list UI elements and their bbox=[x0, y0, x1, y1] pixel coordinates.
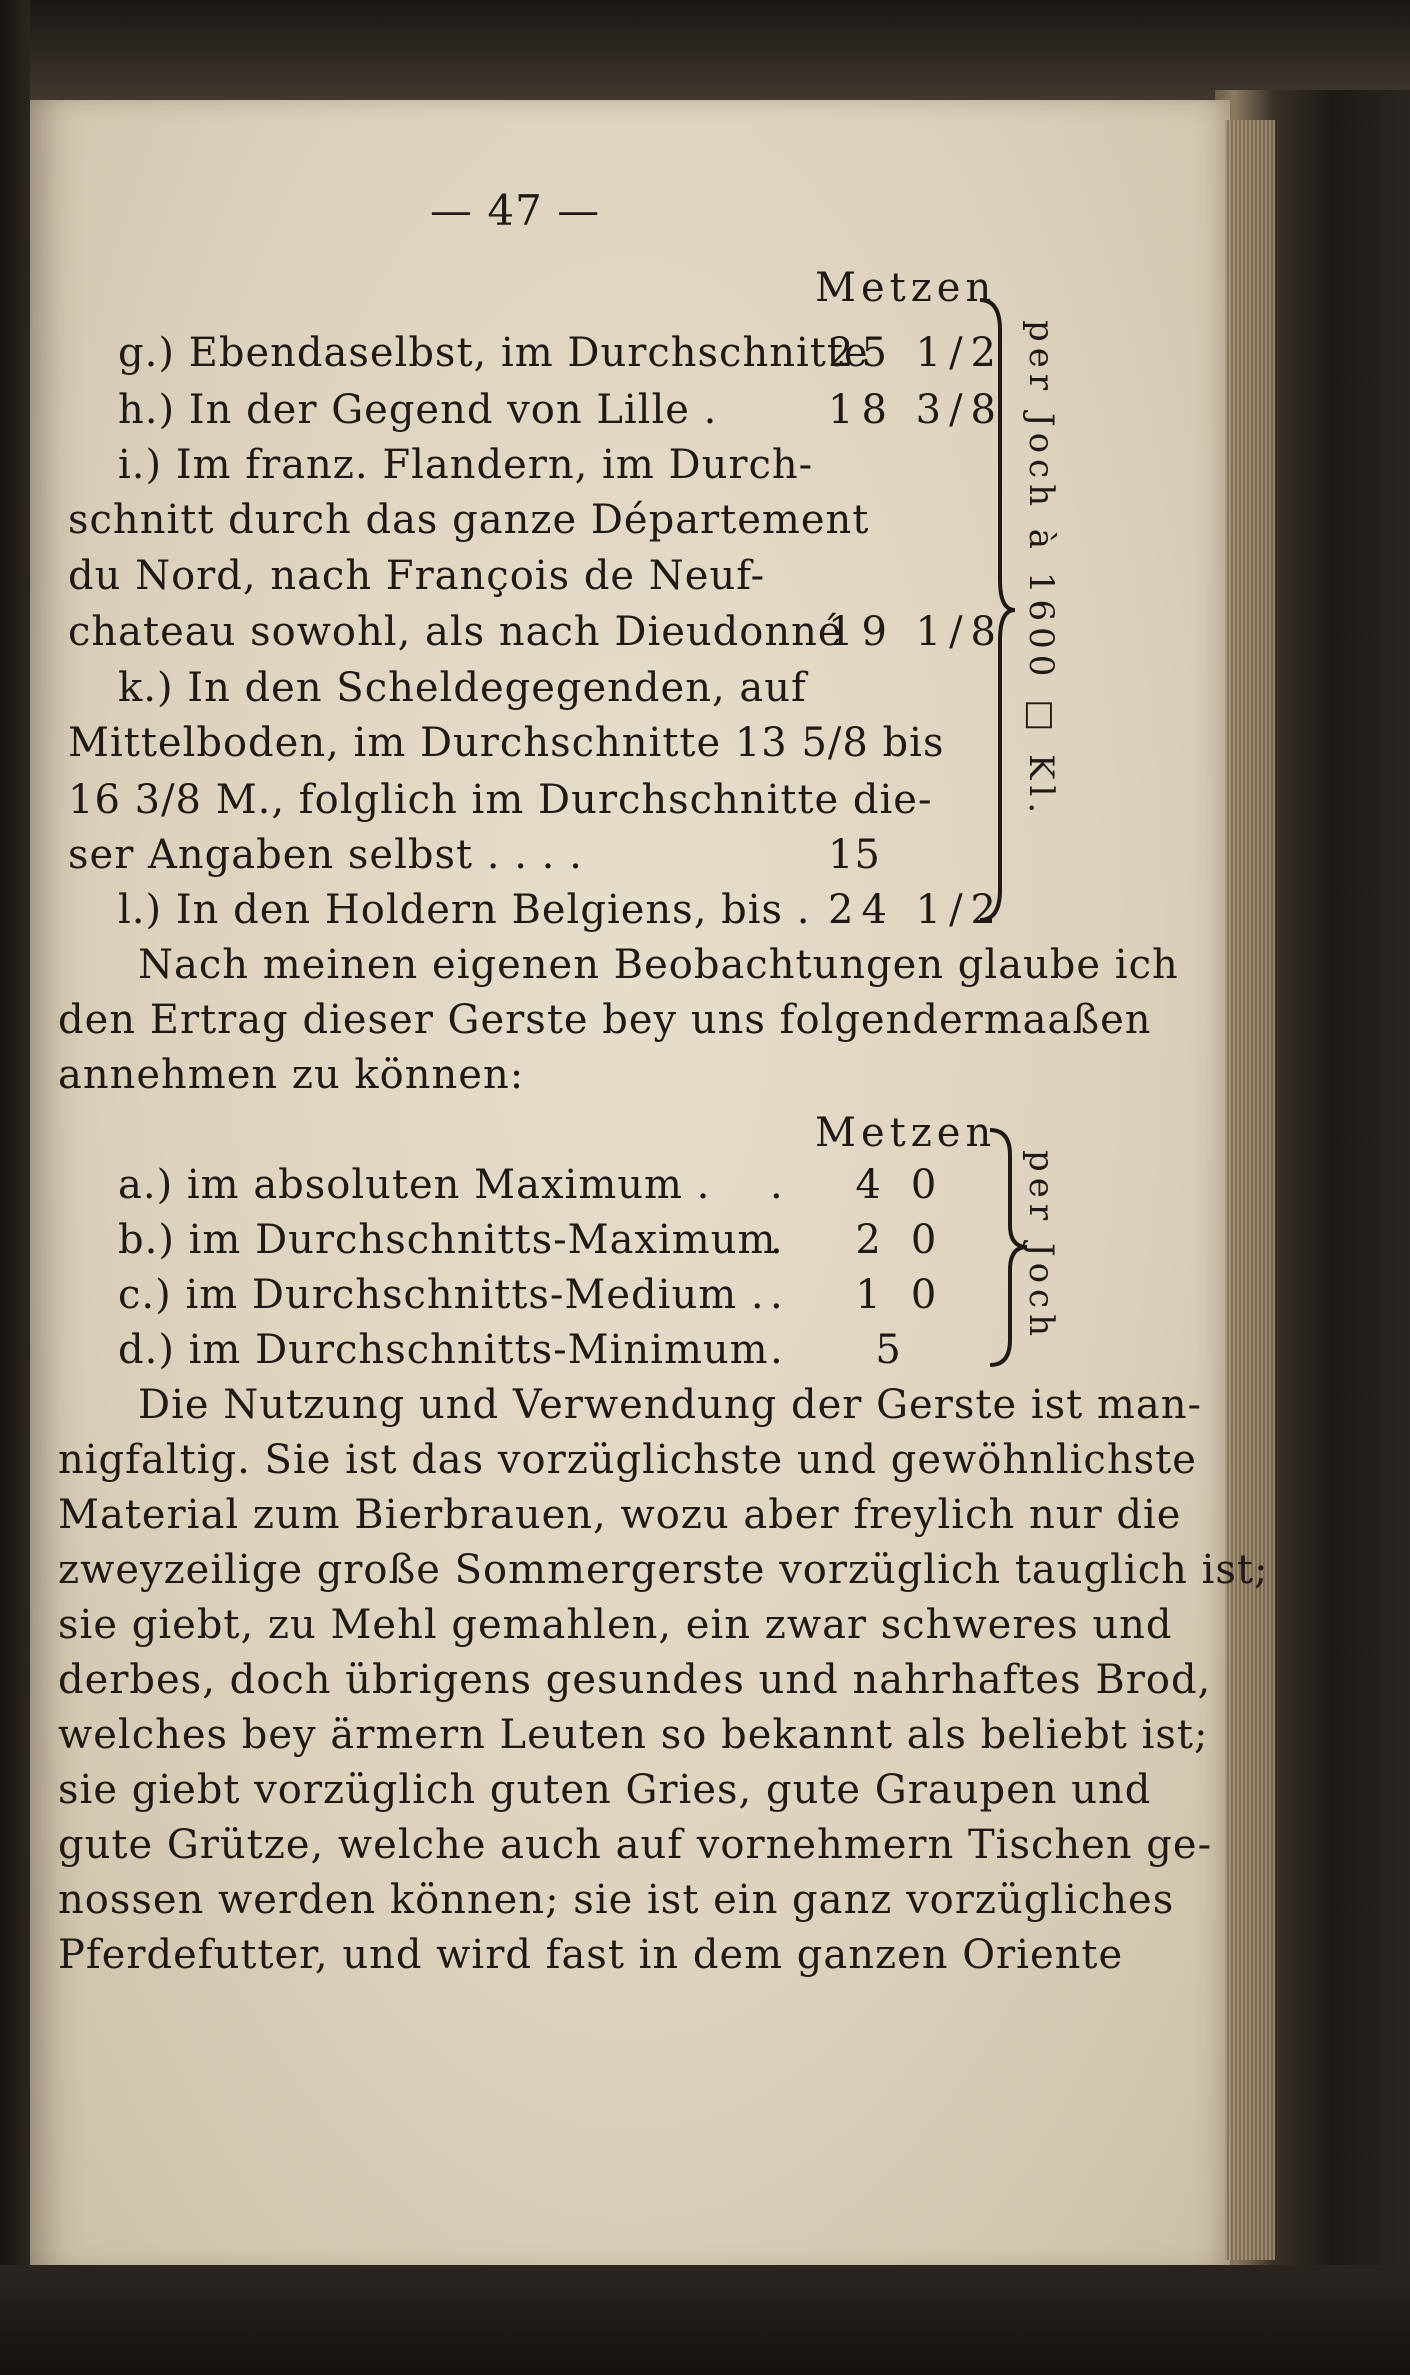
table1-row-label: chateau sowohl, als nach Dieudonné bbox=[68, 609, 843, 655]
table2-row-label: c.) im Durchschnitts-Medium . bbox=[118, 1272, 765, 1318]
paragraph-line: nossen werden können; sie ist ein ganz vorzügliches bbox=[58, 1877, 1175, 1923]
paragraph-line: sie giebt, zu Mehl gemahlen, ein zwar schweres und bbox=[58, 1602, 1173, 1648]
page-stack-edge bbox=[1225, 120, 1275, 2260]
table2-row-label: b.) im Durchschnitts-Maximum bbox=[118, 1217, 777, 1263]
side-note-2: per Joch bbox=[1021, 1150, 1061, 1342]
table2-row-label: d.) im Durchschnitts-Minimum bbox=[118, 1327, 769, 1373]
table1-row-label: g.) Ebendaselbst, im Durchschnitte bbox=[118, 330, 869, 376]
table2-row-label: a.) im absoluten Maximum . bbox=[118, 1162, 711, 1208]
table1-row-label: du Nord, nach François de Neuf- bbox=[68, 553, 766, 599]
table1-row-label: schnitt durch das ganze Département bbox=[68, 497, 870, 543]
paragraph-line: annehmen zu können: bbox=[58, 1052, 525, 1098]
table1-row-label: k.) In den Scheldegegenden, auf bbox=[118, 665, 807, 711]
paragraph-line: zweyzeilige große Sommergerste vorzüglich tauglich ist; bbox=[58, 1547, 1269, 1593]
table2-row-value: . 5 bbox=[770, 1327, 941, 1373]
table1-row-label: l.) In den Holdern Belgiens, bis . bbox=[118, 887, 811, 933]
table1-row-label: h.) In der Gegend von Lille . bbox=[118, 387, 718, 433]
side-note-1: per Joch à 1600 □ Kl. bbox=[1021, 320, 1061, 820]
book-bottom-edge bbox=[0, 2265, 1410, 2375]
paragraph-line: nigfaltig. Sie ist das vorzüglichste und gewöhnlichste bbox=[58, 1437, 1197, 1483]
paragraph-line: welches bey ärmern Leuten so bekannt als beliebt ist; bbox=[58, 1712, 1209, 1758]
table1-row-label: 16 3/8 M., folglich im Durchschnitte die- bbox=[68, 777, 933, 823]
paragraph-line: Pferdefutter, und wird fast in dem ganzen Oriente bbox=[58, 1932, 1124, 1978]
paragraph-line: derbes, doch übrigens gesundes und nahrhaftes Brod, bbox=[58, 1657, 1212, 1703]
table1-row-value: 19 1/8 bbox=[828, 609, 1004, 655]
table2-row-value: . 40 bbox=[770, 1162, 967, 1208]
table1-row-value: 18 3/8 bbox=[828, 387, 1004, 433]
table1-row-value: 24 1/2 bbox=[828, 887, 1004, 933]
table2-row-value: . 10 bbox=[770, 1272, 967, 1318]
table1-row-label: Mittelboden, im Durchschnitte 13 5/8 bis bbox=[68, 720, 945, 766]
book-left-edge bbox=[0, 0, 30, 2375]
paragraph-line: gute Grütze, welche auch auf vornehmern Tischen ge- bbox=[58, 1822, 1213, 1868]
table1-row-value: 15 bbox=[828, 832, 881, 878]
paragraph-line: Die Nutzung und Verwendung der Gerste ist man- bbox=[138, 1382, 1202, 1428]
paragraph-line: den Ertrag dieser Gerste bey uns folgendermaaßen bbox=[58, 997, 1152, 1043]
unit-header-2: Metzen bbox=[815, 1110, 997, 1156]
paragraph-line: Material zum Bierbrauen, wozu aber freylich nur die bbox=[58, 1492, 1182, 1538]
brace-1 bbox=[975, 290, 1025, 930]
paragraph-line: sie giebt vorzüglich guten Gries, gute Graupen und bbox=[58, 1767, 1152, 1813]
unit-header-1: Metzen bbox=[815, 265, 997, 311]
page-number: — 47 — bbox=[430, 186, 601, 235]
paragraph-line: Nach meinen eigenen Beobachtungen glaube ich bbox=[138, 942, 1179, 988]
table1-row-value: 25 1/2 bbox=[828, 330, 1004, 376]
table2-row-value: . 20 bbox=[770, 1217, 967, 1263]
table1-row-label: ser Angaben selbst . . . . bbox=[68, 832, 583, 878]
table1-row-label: i.) Im franz. Flandern, im Durch- bbox=[118, 442, 814, 488]
